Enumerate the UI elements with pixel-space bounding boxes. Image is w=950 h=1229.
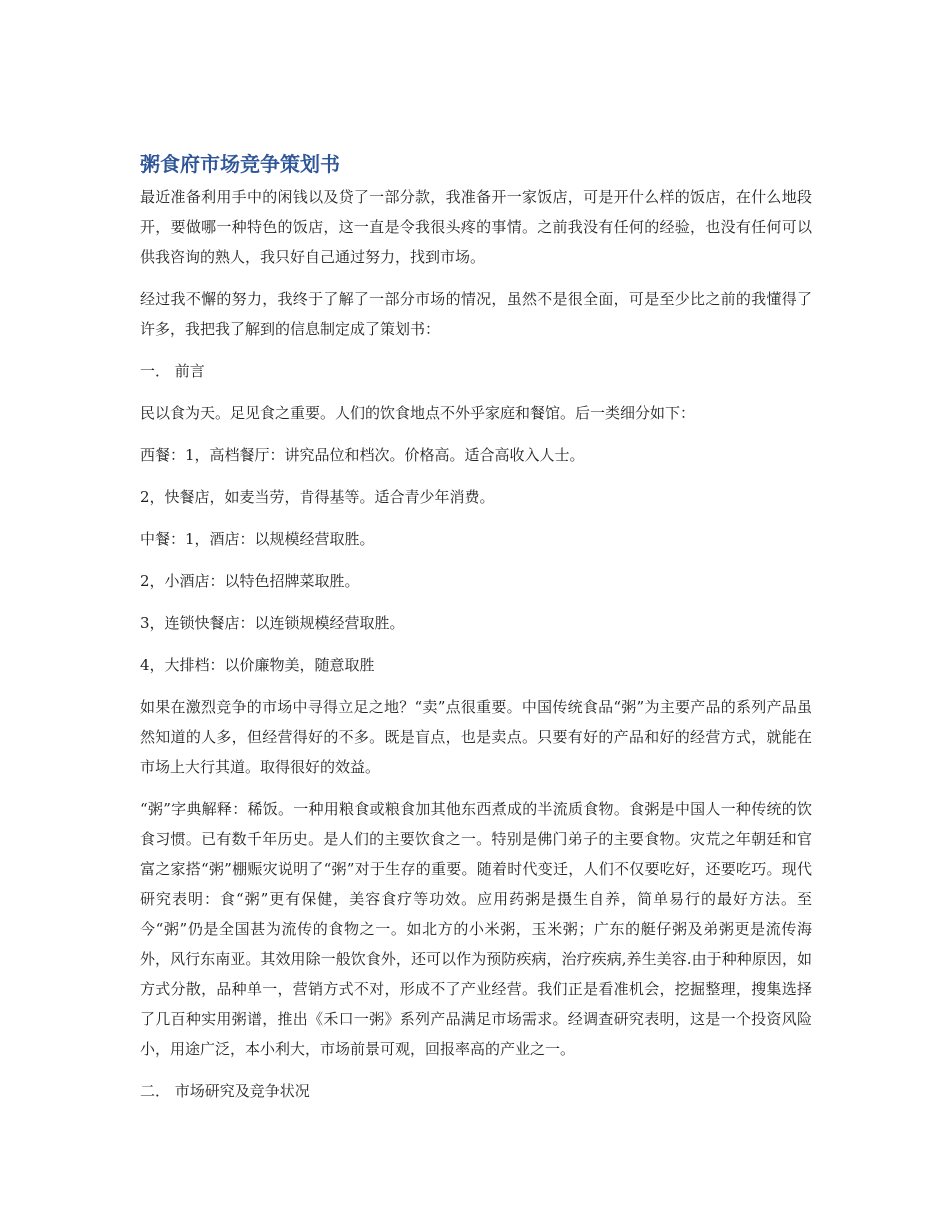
paragraph-selling-point: 如果在激烈竞争的市场中寻得立足之地？“卖”点很重要。中国传统食品“粥”为主要产品的系列产品虽然知道的人多，但经营得好的不多。既是盲点，也是卖点。只要有好的产品和好的经营方式，就能在市场上大行其道。取得很好的效益。 xyxy=(140,698,812,776)
section-heading-preface: 一． 前言 xyxy=(140,362,205,380)
list-item-chinese-1: 中餐：1，酒店：以规模经营取胜。 xyxy=(140,530,375,548)
paragraph-porridge-definition: “粥”字典解释：稀饭。一种用粮食或粮食加其他东西煮成的半流质食物。食粥是中国人一种传统的饮食习惯。已有数千年历史。是人们的主要饮食之一。特别是佛门弟子的主要食物。灾荒之年朝廷和官富之家搭“粥”棚赈灾说明了“粥”对于生存的重要。随着时代变迁，人们不仅要吃好，还要吃巧。现代研究表明：食“粥”更有保健，美容食疗等功效。应用药粥是摄生自养，简单易行的最好方法。至今“粥”仍是全国甚为流传的食物之一。如北方的小米粥，玉米粥；广东的艇仔粥及弟粥更是流传海外，风行东南亚。其效用除一般饮食外，还可以作为预防疾病，治疗疾病,养生美容.由于种种原因，如方式分散，品种单一，营销方式不对，形成不了产业经营。我们正是看准机会，挖掘整理，搜集选择了几百种实用粥谱，推出《禾口一粥》系列产品满足市场需求。经调查研究表明，这是一个投资风险小，用途广泛，本小利大，市场前景可观，回报率高的产业之一。 xyxy=(140,800,812,1058)
list-item-chinese-2: 2，小酒店：以特色招牌菜取胜。 xyxy=(140,572,360,590)
document-page xyxy=(140,150,812,1118)
paragraph-effort: 经过我不懈的努力，我终于了解了一部分市场的情况，虽然不是很全面，可是至少比之前的我懂得了许多，我把我了解到的信息制定成了策划书： xyxy=(140,290,812,338)
paragraph-food-importance: 民以食为天。足见食之重要。人们的饮食地点不外乎家庭和餐馆。后一类细分如下： xyxy=(140,404,696,422)
list-item-chinese-4: 4，大排档：以价廉物美，随意取胜 xyxy=(140,656,375,674)
list-item-western-1: 西餐：1，高档餐厅：讲究品位和档次。价格高。适合高收入人士。 xyxy=(140,446,585,464)
section-heading-market-research: 二． 市场研究及竞争状况 xyxy=(140,1082,310,1100)
document-title: 粥食府市场竞争策划书 xyxy=(140,152,340,176)
list-item-chinese-3: 3，连锁快餐店：以连锁规模经营取胜。 xyxy=(140,614,405,632)
paragraph-intro: 最近准备利用手中的闲钱以及贷了一部分款，我准备开一家饭店，可是开什么样的饭店，在什么地段开，要做哪一种特色的饭店，这一直是令我很头疼的事情。之前我没有任何的经验，也没有任何可以供我咨询的熟人，我只好自己通过努力，找到市场。 xyxy=(140,188,812,266)
list-item-western-2: 2，快餐店，如麦当劳，肯得基等。适合青少年消费。 xyxy=(140,488,495,506)
